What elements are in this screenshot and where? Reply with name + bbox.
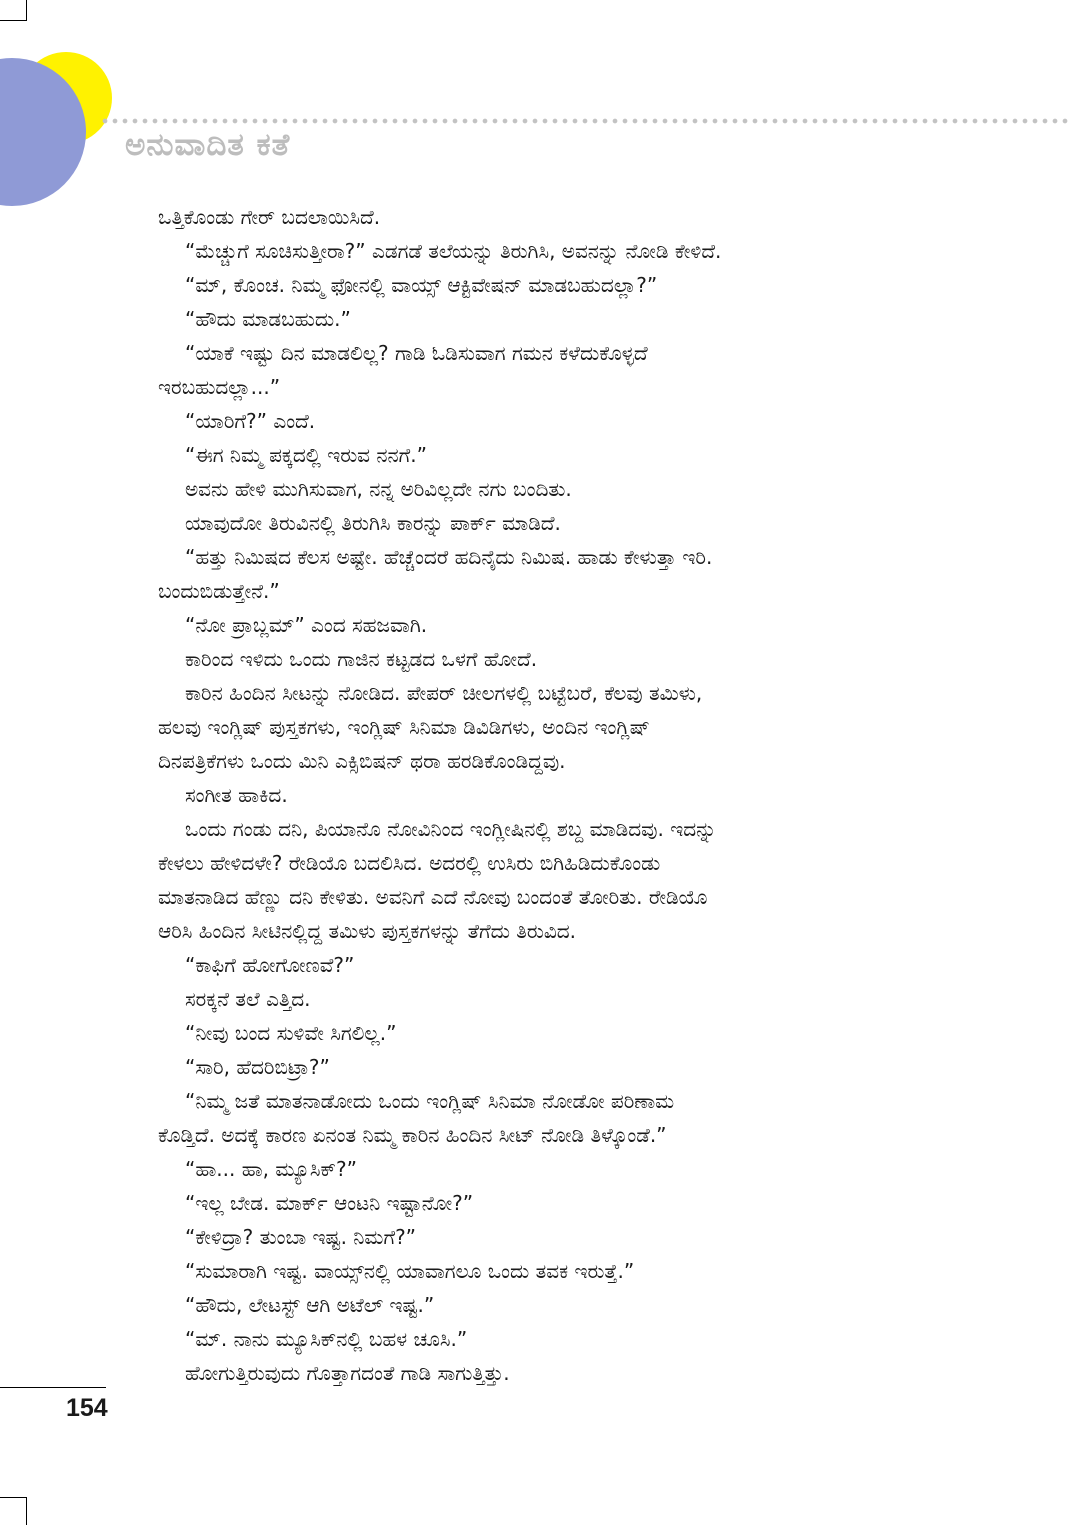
story-line: ಯಾವುದೋ ತಿರುವಿನಲ್ಲಿ ತಿರುಗಿಸಿ ಕಾರನ್ನು ಪಾರ್ಕ್ ಮಾಡಿದೆ. [185, 511, 561, 535]
story-line: “ಹಾ... ಹಾ, ಮ್ಯೂಸಿಕ್?” [185, 1157, 357, 1181]
story-line: ಕಾರಿನ ಹಿಂದಿನ ಸೀಟನ್ನು ನೋಡಿದ. ಪೇಪರ್ ಚೀಲಗಳಲ್ಲಿ ಬಟ್ಟೆಬರೆ, ಕೆಲವು ತಮಿಳು, [185, 681, 703, 705]
story-line: “ನಿಮ್ಮ ಜತೆ ಮಾತನಾಡೋದು ಒಂದು ಇಂಗ್ಲಿಷ್ ಸಿನಿಮಾ ನೋಡೋ ಪರಿಣಾಮ [185, 1089, 675, 1113]
story-line: “ಕೇಳಿದ್ರಾ? ತುಂಬಾ ಇಷ್ಟ. ನಿಮಗೆ?” [185, 1225, 417, 1249]
story-line: “ಸಾರಿ, ಹೆದರಿಬಿಟ್ರಾ?” [185, 1055, 330, 1079]
story-line: “ನೀವು ಬಂದ ಸುಳಿವೇ ಸಿಗಲಿಲ್ಲ.” [185, 1021, 397, 1045]
page-number: 154 [66, 1394, 108, 1422]
story-line: “ಮ್, ಕೊಂಚ. ನಿಮ್ಮ ಫೋನಲ್ಲಿ ವಾಯ್ಸ್ ಆಕ್ಟಿವೇಷನ್ ಮಾಡಬಹುದಲ್ಲಾ?” [185, 273, 658, 297]
crop-mark-top-left-horizontal [0, 20, 27, 21]
story-line: ಹಲವು ಇಂಗ್ಲಿಷ್ ಪುಸ್ತಕಗಳು, ಇಂಗ್ಲಿಷ್ ಸಿನಿಮಾ ಡಿವಿಡಿಗಳು, ಅಂದಿನ ಇಂಗ್ಲಿಷ್ [158, 715, 650, 739]
story-line: “ಹೌದು ಮಾಡಬಹುದು.” [185, 307, 351, 331]
story-line: “ಮೆಚ್ಚುಗೆ ಸೂಚಿಸುತ್ತೀರಾ?” ಎಡಗಡೆ ತಲೆಯನ್ನು ತಿರುಗಿಸಿ, ಅವನನ್ನು ನೋಡಿ ಕೇಳಿದೆ. [185, 239, 722, 263]
story-line: ಹೋಗುತ್ತಿರುವುದು ಗೊತ್ತಾಗದಂತೆ ಗಾಡಿ ಸಾಗುತ್ತಿತ್ತು. [185, 1361, 510, 1385]
crop-mark-bottom-left-vertical [26, 1497, 27, 1525]
story-line: ಆರಿಸಿ ಹಿಂದಿನ ಸೀಟಿನಲ್ಲಿದ್ದ ತಮಿಳು ಪುಸ್ತಕಗಳನ್ನು ತೆಗೆದು ತಿರುವಿದ. [158, 919, 577, 943]
story-line: ಕೇಳಲು ಹೇಳಿದಳೇ? ರೇಡಿಯೊ ಬದಲಿಸಿದ. ಅದರಲ್ಲಿ ಉಸಿರು ಬಿಗಿಹಿಡಿದುಕೊಂಡು [158, 851, 661, 875]
crop-mark-top-left-vertical [26, 0, 27, 20]
story-line: “ಕಾಫಿಗೆ ಹೋಗೋಣವೆ?” [185, 953, 355, 977]
story-line: “ಯಾಕೆ ಇಷ್ಟು ದಿನ ಮಾಡಲಿಲ್ಲ? ಗಾಡಿ ಓಡಿಸುವಾಗ ಗಮನ ಕಳೆದುಕೊಳ್ಳದೆ [185, 341, 648, 365]
story-line: “ಹತ್ತು ನಿಮಿಷದ ಕೆಲಸ ಅಷ್ಟೇ. ಹೆಚ್ಚೆಂದರೆ ಹದಿನೈದು ನಿಮಿಷ. ಹಾಡು ಕೇಳುತ್ತಾ ಇರಿ. [185, 545, 713, 569]
story-body [158, 200, 893, 1390]
page-number-rule [0, 1387, 106, 1388]
story-line: “ಸುಮಾರಾಗಿ ಇಷ್ಟ. ವಾಯ್ಸ್‌ನಲ್ಲಿ ಯಾವಾಗಲೂ ಒಂದು ತವಕ ಇರುತ್ತೆ.” [185, 1259, 635, 1283]
story-line: ಕಾರಿಂದ ಇಳಿದು ಒಂದು ಗಾಜಿನ ಕಟ್ಟಡದ ಒಳಗೆ ಹೋದೆ. [185, 647, 538, 671]
story-line: “ಯಾರಿಗೆ?” ಎಂದೆ. [185, 409, 316, 433]
story-line: “ಈಗ ನಿಮ್ಮ ಪಕ್ಕದಲ್ಲಿ ಇರುವ ನನಗೆ.” [185, 443, 427, 467]
story-line: “ನೋ ಪ್ರಾಬ್ಲಮ್” ಎಂದ ಸಹಜವಾಗಿ. [185, 613, 428, 637]
story-line: ಒತ್ತಿಕೊಂಡು ಗೇರ್ ಬದಲಾಯಿಸಿದೆ. [158, 205, 381, 229]
story-line: ಮಾತನಾಡಿದ ಹೆಣ್ಣು ದನಿ ಕೇಳಿತು. ಅವನಿಗೆ ಎದೆ ನೋವು ಬಂದಂತೆ ತೋರಿತು. ರೇಡಿಯೊ [158, 885, 708, 909]
story-line: ಕೊಡ್ತಿದೆ. ಅದಕ್ಕೆ ಕಾರಣ ಏನಂತ ನಿಮ್ಮ ಕಾರಿನ ಹಿಂದಿನ ಸೀಟ್ ನೋಡಿ ತಿಳ್ಕೊಂಡೆ.” [158, 1123, 667, 1147]
story-line: ಸರಕ್ಕನೆ ತಲೆ ಎತ್ತಿದ. [185, 987, 311, 1011]
story-line: ಅವನು ಹೇಳಿ ಮುಗಿಸುವಾಗ, ನನ್ನ ಅರಿವಿಲ್ಲದೇ ನಗು ಬಂದಿತು. [185, 477, 572, 501]
story-line: “ಮ್. ನಾನು ಮ್ಯೂಸಿಕ್‌ನಲ್ಲಿ ಬಹಳ ಚೂಸಿ.” [185, 1327, 468, 1351]
story-line: ದಿನಪತ್ರಿಕೆಗಳು ಒಂದು ಮಿನಿ ಎಕ್ಸಿಬಿಷನ್ ಥರಾ ಹರಡಿಕೊಂಡಿದ್ದವು. [158, 749, 566, 773]
story-line: “ಹೌದು, ಲೇಟಸ್ಟ್ ಆಗಿ ಅಟೆಲ್ ಇಷ್ಟ.” [185, 1293, 435, 1317]
crop-mark-bottom-left-horizontal [0, 1497, 27, 1498]
story-line: ಬಂದುಬಿಡುತ್ತೇನೆ.” [158, 579, 280, 603]
story-line: ಸಂಗೀತ ಹಾಕಿದ. [185, 783, 288, 807]
story-line: ಇರಬಹುದಲ್ಲಾ...” [158, 375, 281, 399]
section-title: ಅನುವಾದಿತ ಕತೆ [125, 127, 291, 163]
story-line: “ಇಲ್ಲ ಬೇಡ. ಮಾರ್ಕ್ ಆಂಟನಿ ಇಷ್ಟಾನೋ?” [185, 1191, 474, 1215]
story-line: ಒಂದು ಗಂಡು ದನಿ, ಪಿಯಾನೊ ನೋವಿನಿಂದ ಇಂಗ್ಲೀಷಿನಲ್ಲಿ ಶಬ್ದ ಮಾಡಿದವು. ಇದನ್ನು [185, 817, 717, 841]
